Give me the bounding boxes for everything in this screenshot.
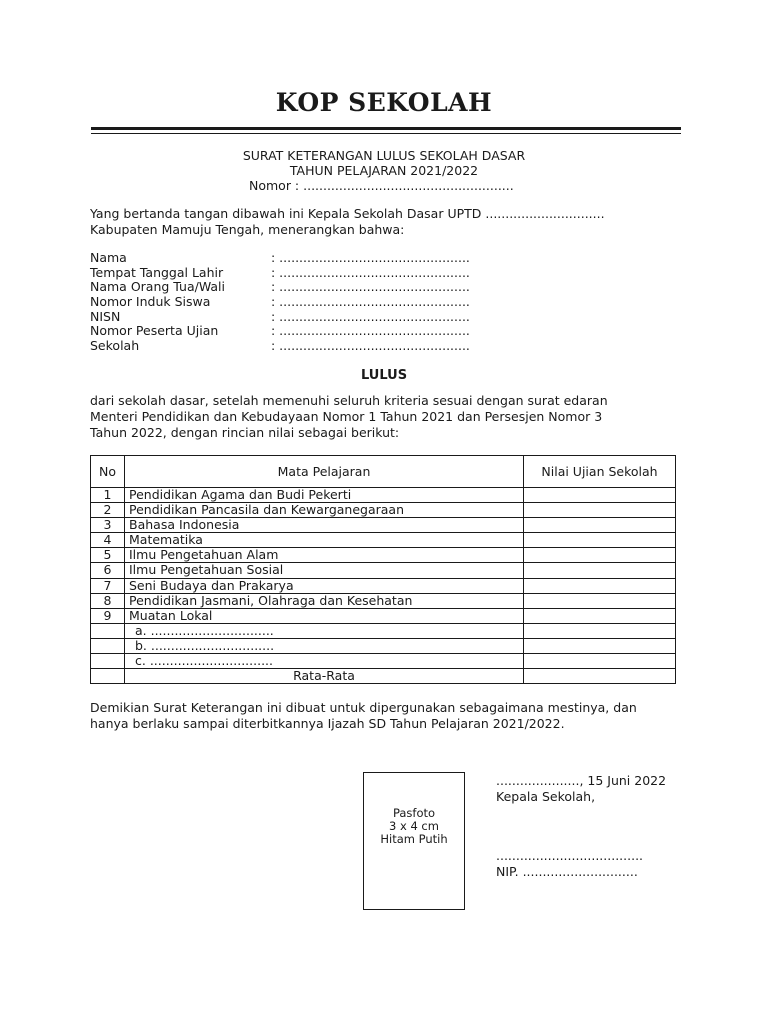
- table-subrow: [91, 654, 676, 669]
- header-subject: Mata Pelajaran: [125, 456, 524, 488]
- row-no: [91, 654, 125, 669]
- header-no: No: [91, 456, 125, 488]
- table-subrow: [91, 623, 676, 638]
- academic-year: TAHUN PELAJARAN 2021/2022: [289, 163, 479, 178]
- table-row: [91, 488, 676, 503]
- row-score: [524, 593, 676, 608]
- row-no: 7: [91, 578, 125, 593]
- row-subject: Ilmu Pengetahuan Sosial: [125, 563, 524, 578]
- letterhead-rule-thick: [91, 127, 681, 130]
- field-label: Sekolah: [90, 338, 140, 354]
- closing-line: hanya berlaku sampai diterbitkannya Ijazah SD Tahun Pelajaran 2021/2022.: [90, 716, 565, 731]
- field-label: Nomor Peserta Ujian: [90, 323, 219, 339]
- body-paragraph: [90, 393, 677, 441]
- closing-paragraph: [90, 700, 677, 732]
- table-subrow: [91, 638, 676, 653]
- field-value: : ................................................: [271, 279, 470, 295]
- average-label: Rata-Rata: [125, 669, 524, 684]
- row-score: [524, 518, 676, 533]
- table-row: [91, 548, 676, 563]
- row-subject: Pendidikan Pancasila dan Kewarganegaraan: [125, 503, 524, 518]
- signature-nip: NIP. .............................: [496, 864, 638, 879]
- header-score: Nilai Ujian Sekolah: [524, 456, 676, 488]
- row-score: [524, 503, 676, 518]
- row-no: 9: [91, 608, 125, 623]
- row-no: [91, 669, 125, 684]
- field-label: Nomor Induk Siswa: [90, 294, 211, 310]
- row-score: [524, 623, 676, 638]
- row-score: [524, 654, 676, 669]
- signature-name: .....................................: [496, 848, 644, 863]
- table-row: [91, 578, 676, 593]
- body-line: dari sekolah dasar, setelah memenuhi seluruh kriteria sesuai dengan surat edaran: [90, 393, 608, 408]
- row-subject: Pendidikan Agama dan Budi Pekerti: [125, 488, 524, 503]
- field-value: : ................................................: [271, 294, 470, 310]
- row-subject: Seni Budaya dan Prakarya: [125, 578, 524, 593]
- signature-role: Kepala Sekolah,: [496, 789, 596, 804]
- grades-table: [90, 455, 676, 684]
- table-row: [91, 518, 676, 533]
- row-no: 8: [91, 593, 125, 608]
- row-score: [524, 563, 676, 578]
- letterhead-title: KOP SEKOLAH: [275, 88, 493, 117]
- row-subject: Ilmu Pengetahuan Alam: [125, 548, 524, 563]
- row-subject: a. ...............................: [125, 623, 524, 638]
- row-score: [524, 608, 676, 623]
- field-label: Tempat Tanggal Lahir: [90, 264, 224, 280]
- row-no: 4: [91, 533, 125, 548]
- photo-caption: [364, 807, 464, 846]
- row-no: [91, 638, 125, 653]
- closing-line: Demikian Surat Keterangan ini dibuat untuk dipergunakan sebagaimana mestinya, dan: [90, 700, 637, 715]
- row-no: 5: [91, 548, 125, 563]
- intro-paragraph: [90, 206, 677, 238]
- intro-line: Yang bertanda tangan dibawah ini Kepala Sekolah Dasar UPTD ..............................: [90, 206, 605, 221]
- field-value: : ................................................: [271, 308, 470, 324]
- average-score: [524, 669, 676, 684]
- row-no: 3: [91, 518, 125, 533]
- row-score: [524, 578, 676, 593]
- table-row: [91, 533, 676, 548]
- row-subject: Matematika: [125, 533, 524, 548]
- table-row: [91, 503, 676, 518]
- table-header-row: [91, 456, 676, 488]
- photo-caption-line: 3 x 4 cm: [389, 819, 439, 833]
- row-subject: b. ...............................: [125, 638, 524, 653]
- table-average-row: [91, 669, 676, 684]
- document-number: Nomor : .....................................................: [249, 178, 514, 193]
- row-no: 6: [91, 563, 125, 578]
- row-no: 2: [91, 503, 125, 518]
- row-no: 1: [91, 488, 125, 503]
- field-value: : ................................................: [271, 250, 470, 265]
- intro-line: Kabupaten Mamuju Tengah, menerangkan bahwa:: [90, 222, 405, 237]
- table-row: [91, 563, 676, 578]
- field-value: : ................................................: [271, 264, 470, 280]
- photo-caption-line: Pasfoto: [392, 806, 436, 820]
- row-score: [524, 548, 676, 563]
- row-score: [524, 488, 676, 503]
- field-label: NISN: [90, 308, 121, 324]
- field-label: Nama Orang Tua/Wali: [90, 279, 225, 295]
- graduation-status: LULUS: [360, 368, 408, 383]
- signature-date: ....................., 15 Juni 2022: [496, 773, 667, 788]
- field-value: : ................................................: [271, 338, 470, 354]
- row-subject: Pendidikan Jasmani, Olahraga dan Kesehatan: [125, 593, 524, 608]
- document-title: SURAT KETERANGAN LULUS SEKOLAH DASAR: [242, 148, 526, 163]
- body-line: Menteri Pendidikan dan Kebudayaan Nomor 1 Tahun 2021 dan Persesjen Nomor 3: [90, 409, 603, 424]
- photo-caption-line: Hitam Putih: [380, 832, 448, 846]
- row-no: [91, 623, 125, 638]
- row-score: [524, 533, 676, 548]
- table-row: [91, 608, 676, 623]
- row-score: [524, 638, 676, 653]
- row-subject: Muatan Lokal: [125, 608, 524, 623]
- table-row: [91, 593, 676, 608]
- row-subject: Bahasa Indonesia: [125, 518, 524, 533]
- row-subject: c. ...............................: [125, 654, 524, 669]
- letterhead-rule-thin: [91, 133, 681, 134]
- field-value: : ................................................: [271, 323, 470, 339]
- photo-box: [363, 772, 465, 910]
- body-line: Tahun 2022, dengan rincian nilai sebagai berikut:: [90, 425, 400, 440]
- field-label: Nama: [90, 250, 127, 265]
